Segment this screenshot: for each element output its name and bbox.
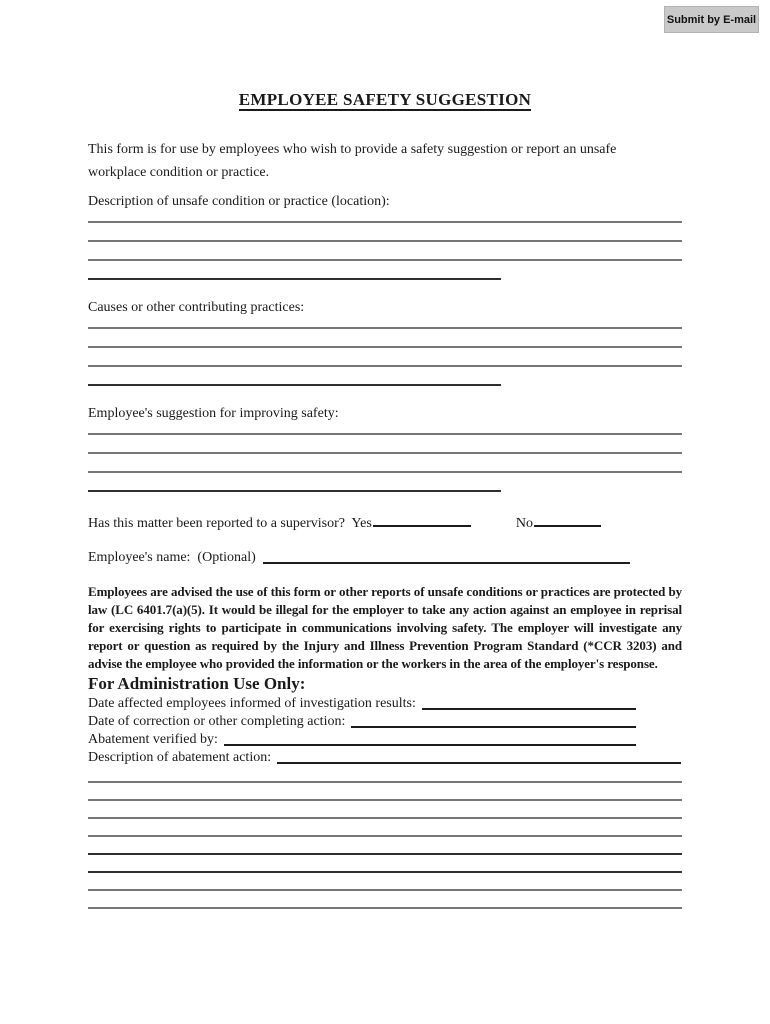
supervisor-question-label: Has this matter been reported to a supervisor? bbox=[88, 516, 352, 531]
admin-field-row bbox=[88, 749, 681, 767]
causes-writing-line[interactable] bbox=[88, 365, 682, 367]
supervisor-question-row bbox=[88, 511, 682, 535]
admin-abatement-verified-field[interactable] bbox=[224, 731, 636, 746]
form-content bbox=[88, 0, 682, 909]
admin-date-informed-field[interactable] bbox=[422, 695, 636, 710]
admin-field-label: Description of abatement action: bbox=[88, 750, 272, 765]
description-writing-line[interactable] bbox=[88, 259, 682, 261]
employee-name-row bbox=[88, 547, 630, 569]
suggestion-label: Employee's suggestion for improving safety: bbox=[88, 406, 339, 421]
notice-line: for exercising rights to participate in communications involving safety. The employer will investigate any bbox=[88, 620, 682, 635]
admin-field-row bbox=[88, 695, 636, 713]
abatement-writing-line[interactable] bbox=[88, 817, 682, 819]
admin-field-row bbox=[88, 731, 636, 749]
description-label: Description of unsafe condition or practice (location): bbox=[88, 194, 390, 209]
notice-line: Employees are advised the use of this form or other reports of unsafe conditions or practices are protected by bbox=[88, 584, 682, 599]
abatement-writing-line[interactable] bbox=[88, 907, 682, 909]
yes-label: Yes bbox=[351, 516, 372, 531]
abatement-writing-line[interactable] bbox=[88, 853, 682, 855]
employee-name-label: Employee's name: (Optional) bbox=[88, 550, 256, 565]
intro-line: This form is for use by employees who wish to provide a safety suggestion or report an unsafe bbox=[88, 142, 617, 157]
notice-line: report or question as required by the Injury and Illness Prevention Program Standard (*CCR 3203) and bbox=[88, 638, 682, 653]
abatement-writing-area bbox=[88, 781, 682, 909]
abatement-writing-line[interactable] bbox=[88, 835, 682, 837]
legal-notice bbox=[88, 583, 682, 673]
yes-blank-field[interactable] bbox=[373, 511, 471, 527]
admin-date-correction-field[interactable] bbox=[351, 713, 636, 728]
abatement-writing-line[interactable] bbox=[88, 799, 682, 801]
abatement-writing-line[interactable] bbox=[88, 781, 682, 783]
suggestion-writing-line[interactable] bbox=[88, 452, 682, 454]
admin-field-label: Date affected employees informed of investigation results: bbox=[88, 696, 416, 711]
intro-paragraph bbox=[88, 138, 682, 184]
abatement-writing-line[interactable] bbox=[88, 889, 682, 891]
causes-writing-line[interactable] bbox=[88, 384, 501, 386]
abatement-writing-line[interactable] bbox=[88, 871, 682, 873]
employee-name-field[interactable] bbox=[263, 547, 630, 564]
admin-field-row bbox=[88, 713, 636, 731]
suggestion-writing-line[interactable] bbox=[88, 471, 682, 473]
causes-writing-line[interactable] bbox=[88, 346, 682, 348]
description-writing-line[interactable] bbox=[88, 221, 682, 223]
page-title: EMPLOYEE SAFETY SUGGESTION bbox=[238, 90, 532, 109]
admin-section-heading: For Administration Use Only: bbox=[88, 674, 306, 693]
admin-field-label: Date of correction or other completing action: bbox=[88, 714, 346, 729]
admin-field-label: Abatement verified by: bbox=[88, 732, 218, 747]
no-label: No bbox=[515, 516, 533, 531]
causes-writing-line[interactable] bbox=[88, 327, 682, 329]
description-writing-line[interactable] bbox=[88, 278, 501, 280]
notice-line: advise the employee who provided the information or the workers in the area of the employer's response. bbox=[88, 656, 658, 671]
no-blank-field[interactable] bbox=[534, 511, 601, 527]
intro-line: workplace condition or practice. bbox=[88, 165, 270, 180]
submit-by-email-button[interactable]: Submit by E-mail bbox=[664, 6, 759, 33]
admin-abatement-description-field[interactable] bbox=[277, 749, 681, 764]
suggestion-writing-line[interactable] bbox=[88, 433, 682, 435]
description-writing-line[interactable] bbox=[88, 240, 682, 242]
suggestion-writing-line[interactable] bbox=[88, 490, 501, 492]
causes-label: Causes or other contributing practices: bbox=[88, 300, 305, 315]
notice-line: law (LC 6401.7(a)(5). It would be illegal for the employer to take any action against an employee in reprisal bbox=[88, 602, 682, 617]
